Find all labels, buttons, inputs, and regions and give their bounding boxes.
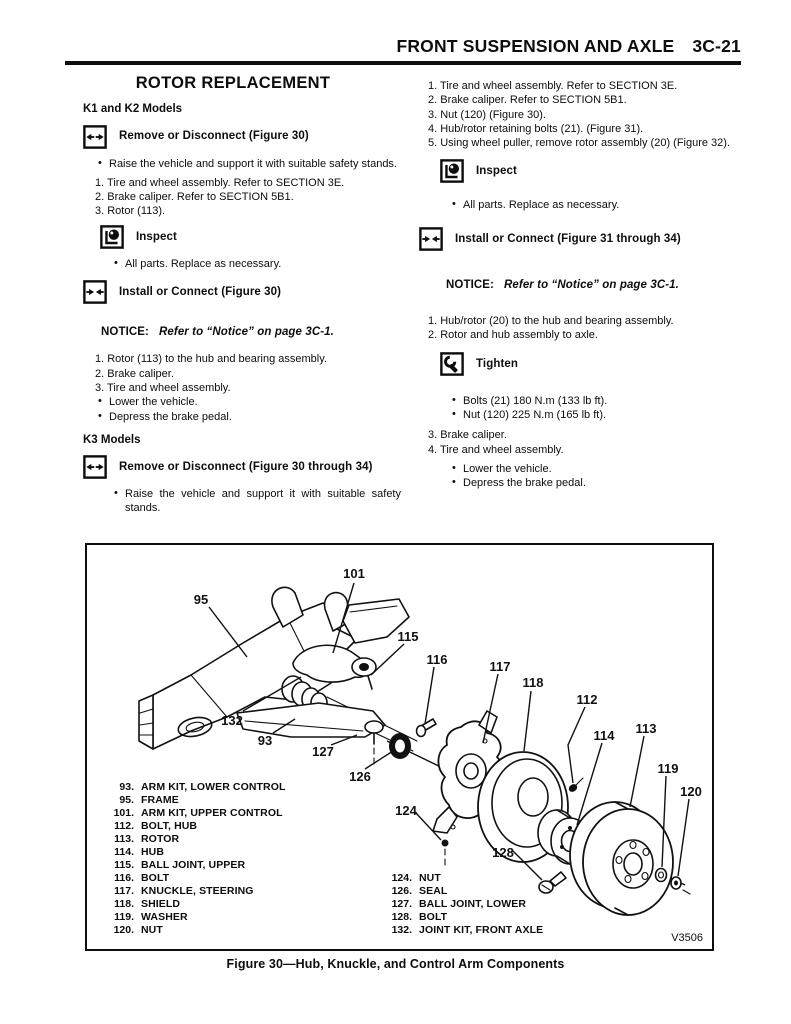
callout-label: 124	[395, 803, 417, 818]
bolt124-art	[442, 840, 449, 866]
legend-entry: 114. HUB	[114, 846, 165, 858]
bullet-item: • All parts. Replace as necessary.	[125, 257, 401, 271]
page-number: 3C-21	[692, 36, 741, 56]
tighten-bullets	[419, 394, 745, 423]
bullet-item: • Lower the vehicle.	[109, 395, 401, 409]
install-connect-heading	[83, 280, 401, 304]
install-connect-icon	[419, 227, 443, 251]
install-bullets	[65, 395, 401, 424]
remove-disconnect-heading-k3	[83, 455, 401, 479]
notice	[446, 278, 745, 292]
install-steps-1	[428, 314, 745, 343]
inspect-bullets	[65, 257, 401, 271]
legend-entry: 132. JOINT KIT, FRONT AXLE	[391, 924, 544, 936]
callout-label: 93	[257, 733, 273, 748]
raise-vehicle-bullets-k3	[65, 487, 401, 516]
step-item: 3. Nut (120) (Figure 30).	[428, 108, 546, 121]
step-item: 3. Brake caliper.	[428, 429, 507, 442]
notice	[101, 325, 401, 339]
legend-entry: 128. BOLT	[391, 911, 448, 923]
notice-label: NOTICE:	[446, 278, 494, 291]
bullet-item: • Raise the vehicle and support it with suitable safety stands.	[109, 157, 401, 171]
step-item: 2. Rotor and hub assembly to axle.	[428, 329, 598, 342]
inspect-heading	[440, 159, 745, 183]
callout-label: 115	[397, 629, 419, 644]
legend-entry: 117. KNUCKLE, STEERING	[114, 885, 254, 897]
notice-label: NOTICE:	[101, 326, 149, 339]
step-item: 2. Brake caliper.	[95, 367, 174, 380]
install-connect-label: Install or Connect (Figure 30)	[119, 285, 282, 298]
nut-art	[671, 877, 690, 894]
install-connect-label: Install or Connect (Figure 31 through 34)	[455, 232, 681, 245]
bullet-item: • Bolts (21) 180 N.m (133 lb ft).	[463, 394, 745, 408]
step-item: 3. Rotor (113).	[95, 205, 166, 218]
inspect-icon	[440, 159, 464, 183]
callout-label: 114	[593, 728, 615, 743]
left-column	[65, 72, 401, 516]
header-title: FRONT SUSPENSION AND AXLE	[396, 36, 675, 56]
inspect-heading	[100, 225, 401, 249]
models-heading-k1k2: K1 and K2 Models	[83, 103, 183, 116]
right-column	[419, 72, 745, 490]
figure-box	[85, 543, 714, 951]
step-item: 1. Hub/rotor (20) to the hub and bearing assembly.	[428, 315, 674, 328]
remove-disconnect-icon	[83, 125, 107, 149]
install-steps	[95, 352, 401, 395]
install-connect-icon	[83, 280, 107, 304]
legend-entry: 95. FRAME	[119, 794, 179, 806]
bullet-item: • Depress the brake pedal.	[109, 410, 401, 424]
step-item: 5. Using wheel puller, remove rotor assembly (20) (Figure 32).	[428, 137, 731, 150]
raise-vehicle-bullets	[65, 157, 401, 171]
callout-label: 113	[635, 721, 657, 736]
callout-label: 132	[221, 713, 243, 728]
step-item: 2. Brake caliper. Refer to SECTION 5B1.	[428, 94, 627, 107]
tighten-heading	[440, 352, 745, 376]
step-item: 4. Hub/rotor retaining bolts (21). (Figure 31).	[428, 122, 644, 135]
callout-label: 128	[492, 845, 514, 860]
callout-label: 112	[576, 692, 598, 707]
bullet-item: • Depress the brake pedal.	[463, 476, 745, 490]
bullet-item: • Nut (120) 225 N.m (165 lb ft).	[463, 408, 745, 422]
remove-steps	[95, 176, 401, 219]
legend-entry: 101. ARM KIT, UPPER CONTROL	[113, 807, 283, 819]
seal-art	[389, 733, 411, 759]
section-title: ROTOR REPLACEMENT	[135, 74, 331, 92]
legend-entry: 116. BOLT	[114, 872, 170, 884]
step-item: 2. Brake caliper. Refer to SECTION 5B1.	[95, 191, 294, 204]
install-connect-heading	[419, 227, 745, 251]
callout-label: 118	[522, 675, 544, 690]
figure-legend-col2	[379, 872, 543, 937]
legend-entry: 113. ROTOR	[114, 833, 180, 845]
legend-entry: 119. WASHER	[114, 911, 188, 923]
install-steps-2	[428, 428, 745, 457]
callout-label: 127	[312, 744, 334, 759]
step-item: 1. Tire and wheel assembly. Refer to SECTION 3E.	[95, 176, 345, 189]
legend-entry: 118. SHIELD	[114, 898, 181, 910]
notice-text: Refer to “Notice” on page 3C-1.	[503, 278, 679, 291]
step-item: 4. Tire and wheel assembly.	[428, 443, 564, 456]
washer-art	[656, 869, 667, 882]
tighten-icon	[440, 352, 464, 376]
inspect-label: Inspect	[136, 230, 177, 243]
step-item: 3. Tire and wheel assembly.	[95, 381, 231, 394]
bullet-item: • All parts. Replace as necessary.	[463, 198, 745, 212]
models-heading-k3: K3 Models	[83, 433, 141, 446]
inspect-label: Inspect	[476, 165, 517, 178]
header-rule	[65, 61, 741, 65]
callout-label: 116	[426, 652, 448, 667]
legend-entry: 126. SEAL	[391, 885, 448, 897]
legend-entry: 124. NUT	[391, 872, 441, 884]
legend-entry: 93. ARM KIT, LOWER CONTROL	[119, 781, 286, 793]
bullet-item: • Lower the vehicle.	[463, 462, 745, 476]
inspect-bullets	[419, 198, 745, 212]
install-bullets	[419, 462, 745, 491]
notice-text: Refer to “Notice” on page 3C-1.	[158, 326, 334, 339]
callout-label: 117	[489, 659, 511, 674]
page-header	[65, 36, 741, 57]
callout-label: 95	[193, 592, 209, 607]
remove-disconnect-label: Remove or Disconnect (Figure 30)	[119, 130, 309, 143]
figure-code: V3506	[671, 932, 703, 944]
remove-disconnect-heading	[83, 125, 401, 149]
legend-entry: 127. BALL JOINT, LOWER	[391, 898, 527, 910]
step-item: 1. Rotor (113) to the hub and bearing assembly.	[95, 353, 327, 366]
bullet-item: • Raise the vehicle and support it with suitable safety stands.	[125, 487, 401, 516]
rotor-art	[570, 802, 673, 915]
tighten-label: Tighten	[476, 357, 519, 370]
legend-entry: 115. BALL JOINT, UPPER	[114, 859, 246, 871]
callout-label: 126	[349, 769, 371, 784]
inspect-icon	[100, 225, 124, 249]
legend-entry: 120. NUT	[113, 924, 163, 936]
callout-label: 120	[680, 784, 702, 799]
figure-legend-col1	[101, 781, 286, 937]
bolt112-art	[567, 778, 583, 793]
bolt116-art	[417, 719, 437, 737]
figure-caption: Figure 30—Hub, Knuckle, and Control Arm Components	[226, 957, 565, 971]
step-item: 1. Tire and wheel assembly. Refer to SECTION 3E.	[428, 80, 678, 92]
callout-label: 119	[657, 761, 679, 776]
remove-disconnect-k3-label: Remove or Disconnect (Figure 30 through 34)	[119, 461, 373, 473]
remove-disconnect-icon	[83, 455, 107, 479]
callout-label: 101	[343, 566, 365, 581]
remove-steps	[428, 79, 745, 150]
legend-entry: 112. BOLT, HUB	[114, 820, 198, 832]
